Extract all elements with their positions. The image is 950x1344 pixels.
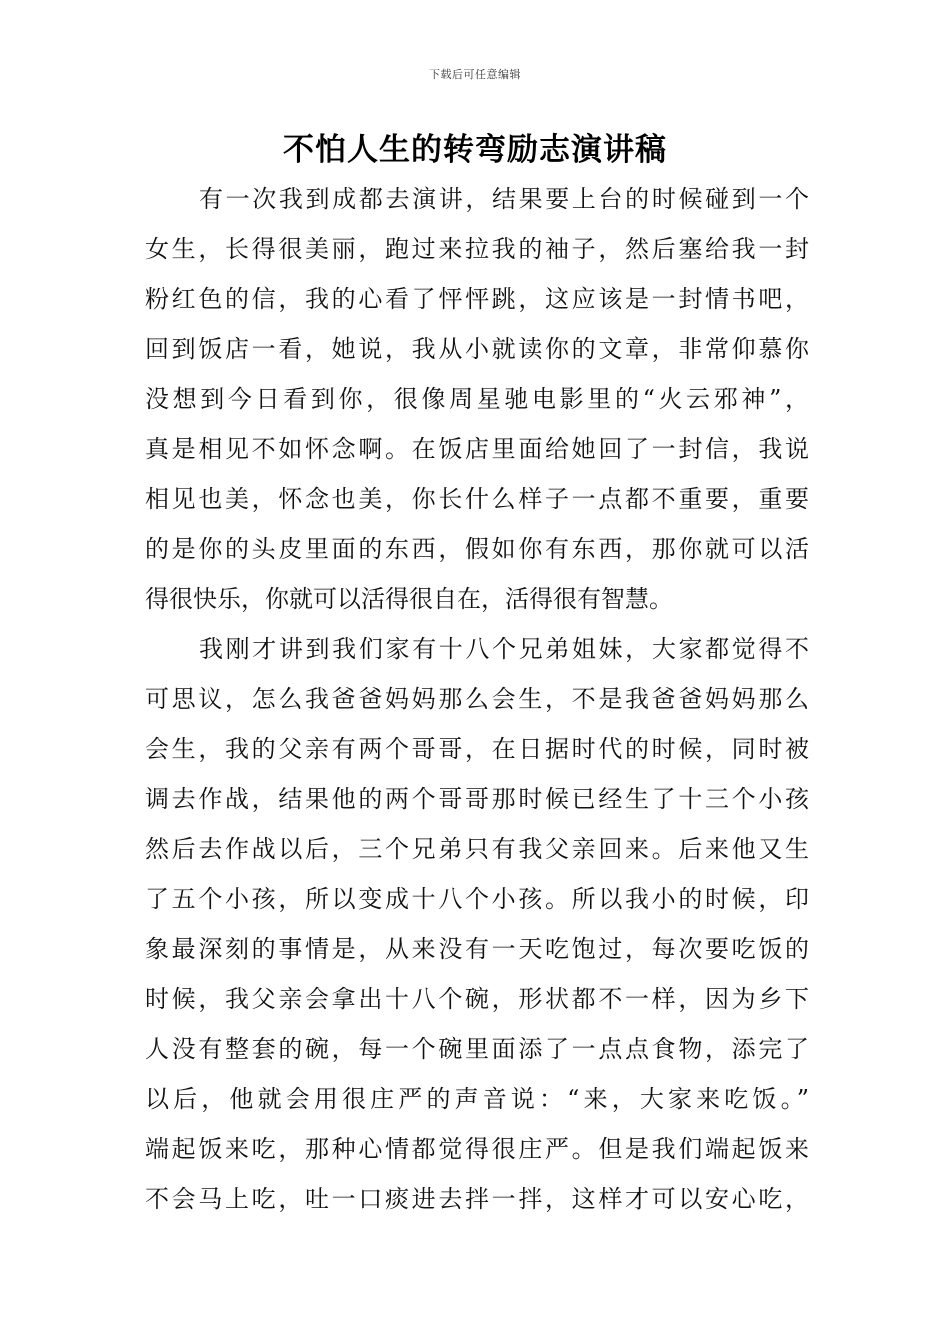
- text-line: 真是相见不如怀念啊。在饭店里面给她回了一封信，我说: [145, 435, 809, 463]
- text-line: 相见也美，怀念也美，你长什么样子一点都不重要，重要: [145, 485, 809, 513]
- text-line: 有一次我到成都去演讲，结果要上台的时候碰到一个: [199, 185, 809, 213]
- text-line: 调去作战，结果他的两个哥哥那时候已经生了十三个小孩: [145, 785, 809, 813]
- document-title: 不怕人生的转弯励志演讲稿: [283, 132, 667, 168]
- text-line: 我刚才讲到我们家有十八个兄弟姐妹，大家都觉得不: [199, 635, 809, 663]
- text-line: 回到饭店一看，她说，我从小就读你的文章，非常仰慕你: [145, 335, 809, 363]
- text-line: 人没有整套的碗，每一个碗里面添了一点点食物，添完了: [145, 1035, 809, 1063]
- header-note: 下载后可任意编辑: [429, 68, 521, 81]
- text-line: 女生，长得很美丽，跑过来拉我的袖子，然后塞给我一封: [145, 235, 809, 263]
- paragraph-1: [145, 174, 809, 624]
- text-line: 可思议，怎么我爸爸妈妈那么会生，不是我爸爸妈妈那么: [145, 685, 809, 713]
- text-line: 会生，我的父亲有两个哥哥，在日据时代的时候，同时被: [145, 735, 809, 763]
- text-line: 不会马上吃，吐一口痰进去拌一拌，这样才可以安心吃，: [145, 1185, 809, 1213]
- text-line: 了五个小孩，所以变成十八个小孩。所以我小的时候，印: [145, 885, 809, 913]
- text-line: 然后去作战以后，三个兄弟只有我父亲回来。后来他又生: [145, 835, 809, 863]
- text-line: 得很快乐，你就可以活得很自在，活得很有智慧。: [145, 585, 673, 613]
- text-line: 粉红色的信，我的心看了怦怦跳，这应该是一封情书吧，: [145, 285, 809, 313]
- text-line: 时候，我父亲会拿出十八个碗，形状都不一样，因为乡下: [145, 985, 809, 1013]
- paragraph-2: [145, 624, 809, 1224]
- text-line: 象最深刻的事情是，从来没有一天吃饱过，每次要吃饭的: [145, 935, 809, 963]
- text-line: 没想到今日看到你，很像周星驰电影里的“火云邪神”，: [145, 385, 809, 413]
- text-line: 以后，他就会用很庄严的声音说：“来，大家来吃饭。”: [145, 1085, 809, 1113]
- text-line: 的是你的头皮里面的东西，假如你有东西，那你就可以活: [145, 535, 809, 563]
- document-body: [145, 174, 809, 1224]
- text-line: 端起饭来吃，那种心情都觉得很庄严。但是我们端起饭来: [145, 1135, 809, 1163]
